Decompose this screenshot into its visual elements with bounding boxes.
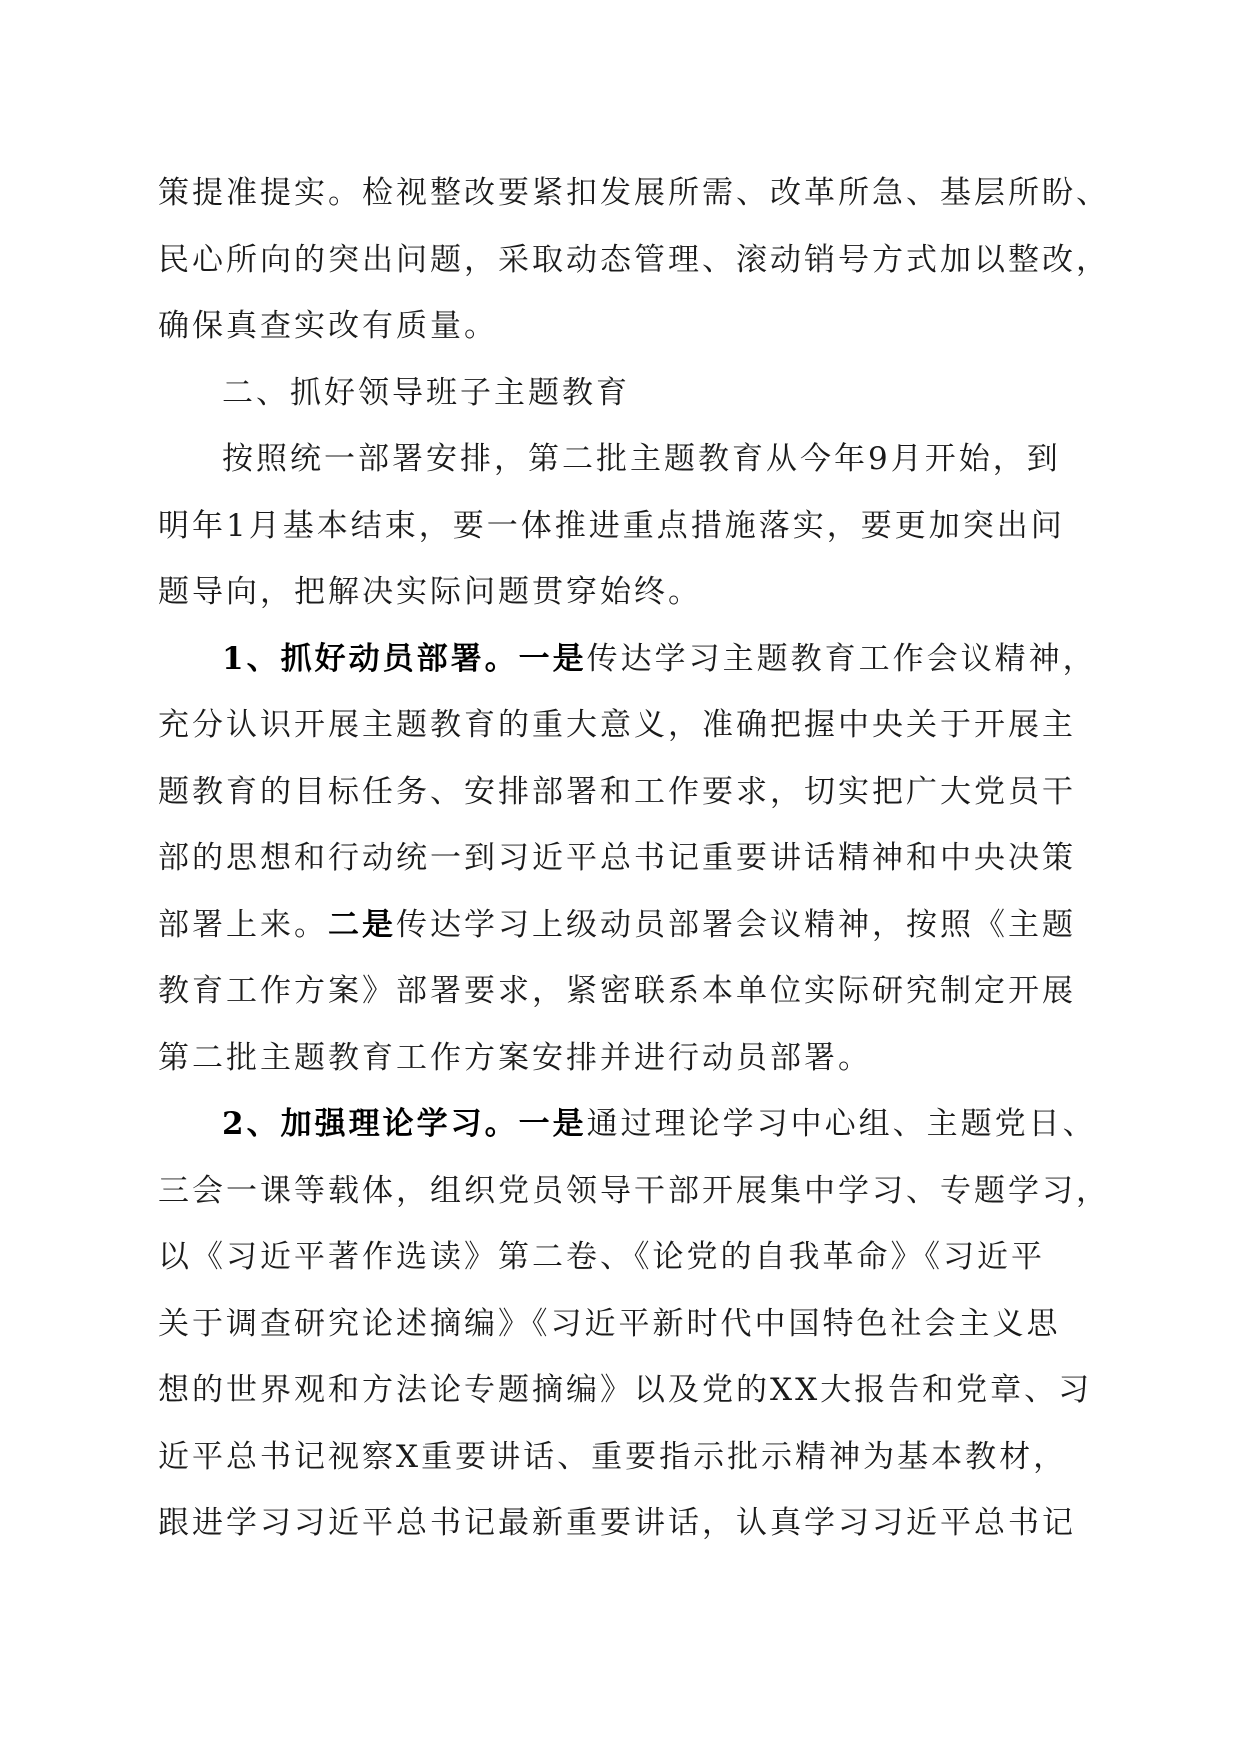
text-line: 按照统一部署安排，第二批主题教育从今年9月开始，到 <box>222 441 1061 477</box>
document-body <box>158 160 1110 1557</box>
text-line: 明年1月基本结束，要一体推进重点措施落实，要更加突出问 <box>158 507 1065 544</box>
item-mobilization-deployment <box>158 626 1097 1092</box>
text-line: 民心所向的突出问题，采取动态管理、滚动销号方式加以整改， <box>158 241 1110 278</box>
text-line: 三会一课等载体，组织党员领导干部开展集中学习、专题学习， <box>158 1172 1110 1209</box>
paragraph-deployment-overview <box>158 426 1086 626</box>
text-line: 以《习近平著作选读》第二卷、《论党的自我革命》《习近平 <box>158 1239 1045 1275</box>
text-line: 近平总书记视察X重要讲话、重要指示批示精神为基本教材， <box>158 1438 1068 1475</box>
paragraph-inspection-rectification <box>158 160 1110 360</box>
text-line: 教育工作方案》部署要求，紧密联系本单位实际研究制定开展 <box>158 973 1076 1009</box>
item-second-label: 二是 <box>328 906 396 943</box>
text-line: 策提准提实。检视整改要紧扣发展所需、改革所急、基层所盼、 <box>158 175 1110 211</box>
section-heading <box>158 360 1086 427</box>
text-line <box>158 626 1097 693</box>
text-line <box>158 892 1086 959</box>
text-line <box>158 1091 1097 1158</box>
item-text: 通过理论学习中心组、主题党日、 <box>586 1106 1097 1142</box>
text-line: 充分认识开展主题教育的重大意义，准确把握中央关于开展主 <box>158 707 1076 743</box>
text-line: 关于调查研究论述摘编》《习近平新时代中国特色社会主义思 <box>158 1305 1061 1342</box>
item-title: 2、加强理论学习。 <box>222 1106 519 1142</box>
text-line: 想的世界观和方法论专题摘编》以及党的XX大报告和党章、习 <box>158 1372 1093 1408</box>
text-line: 部的思想和行动统一到习近平总书记重要讲话精神和中央决策 <box>158 840 1076 876</box>
text-line: 题教育的目标任务、安排部署和工作要求，切实把广大党员干 <box>158 773 1076 810</box>
item-first-label: 一是 <box>518 1106 587 1142</box>
item-title: 1、抓好动员部署。 <box>222 640 519 677</box>
item-text: 传达学习上级动员部署会议精神，按照《主题 <box>396 906 1076 943</box>
section-heading-text: 二、抓好领导班子主题教育 <box>222 374 630 411</box>
item-first-label: 一是 <box>518 640 587 677</box>
text-line: 确保真查实改有质量。 <box>158 308 498 344</box>
text-line: 跟进学习习近平总书记最新重要讲话，认真学习习近平总书记 <box>158 1505 1076 1541</box>
text-line: 题导向，把解决实际问题贯穿始终。 <box>158 574 702 610</box>
item-text: 部署上来。 <box>158 906 328 943</box>
item-text: 传达学习主题教育工作会议精神， <box>586 640 1097 677</box>
text-line: 第二批主题教育工作方案安排并进行动员部署。 <box>158 1039 872 1076</box>
item-theory-study <box>158 1091 1110 1557</box>
